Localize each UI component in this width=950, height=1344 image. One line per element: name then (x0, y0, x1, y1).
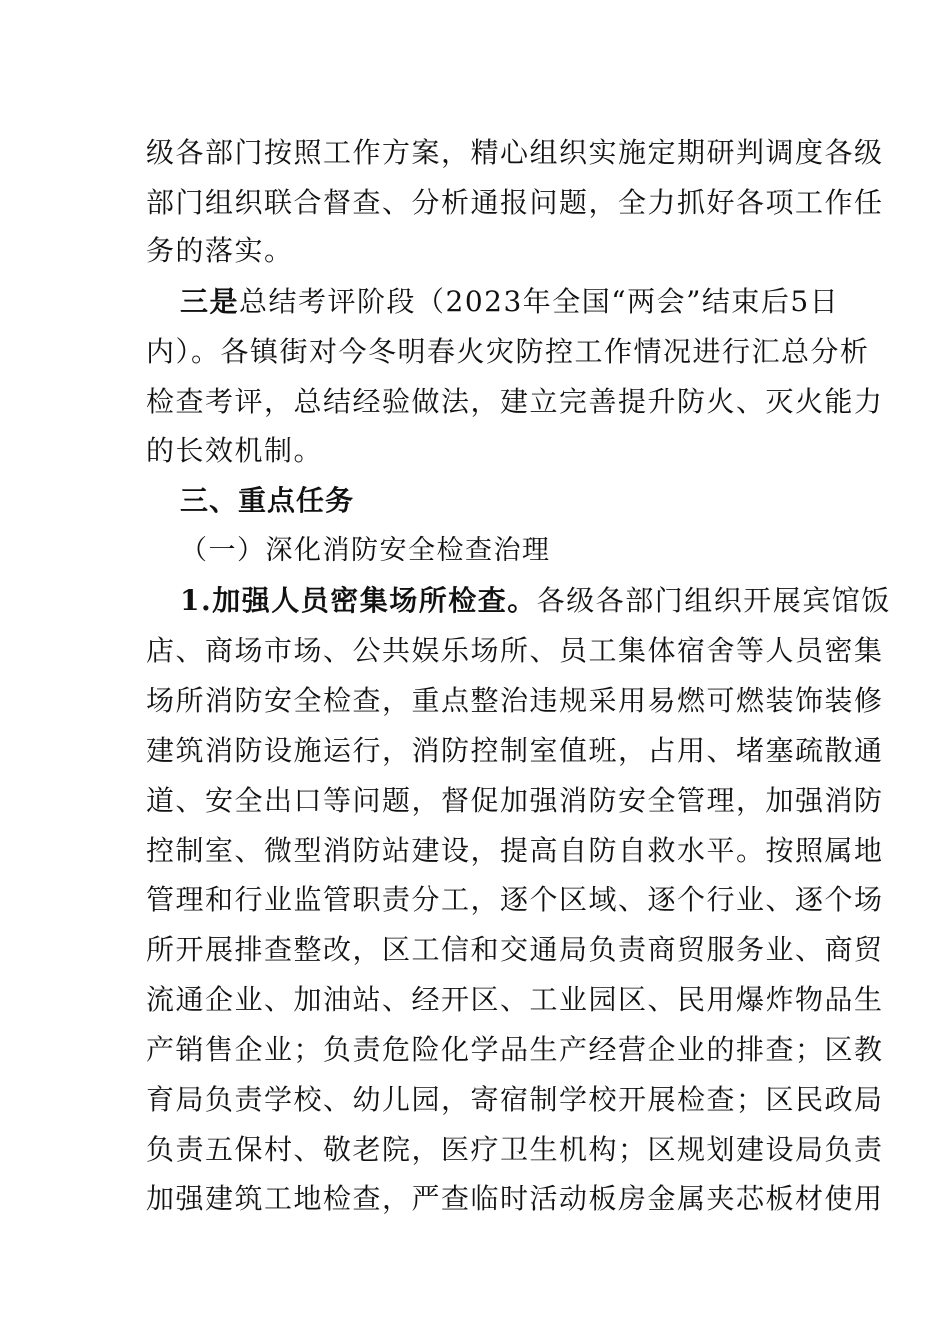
para2-line-2: 内）。各镇街对今冬明春火灾防控工作情况进行汇总分析 (146, 335, 870, 368)
para3-line-8: 所开展排查整改，区工信和交通局负责商贸服务业、商贸 (146, 933, 884, 966)
para2-line-4: 的长效机制。 (146, 434, 324, 467)
para3-line-7: 管理和行业监管职责分工，逐个区域、逐个行业、逐个场 (146, 883, 884, 916)
para1-line-2: 部门组织联合督查、分析通报问题，全力抓好各项工作任 (146, 186, 884, 219)
para3-lead: 1.加强人员密集场所检查。 (180, 584, 537, 617)
section-heading: 三、重点任务 (180, 484, 355, 517)
para2-line-3: 检查考评，总结经验做法，建立完善提升防火、灭火能力 (146, 385, 884, 418)
para3-line-1 (180, 583, 891, 619)
para1-line-1: 级各部门按照工作方案，精心组织实施定期研判调度各级 (146, 136, 884, 169)
para3-line-12: 负责五保村、敬老院，医疗卫生机构；区规划建设局负责 (146, 1133, 884, 1166)
para3-line-5: 道、安全出口等问题，督促加强消防安全管理，加强消防 (146, 784, 884, 817)
para3-line-13: 加强建筑工地检查，严查临时活动板房金属夹芯板材使用 (146, 1182, 884, 1215)
para2-line-1 (180, 284, 840, 320)
para3-line-2: 店、商场市场、公共娱乐场所、员工集体宿舍等人员密集 (146, 634, 884, 667)
para2-line-1-rest: 总结考评阶段（2023年全国“两会”结束后5日 (239, 285, 840, 318)
subsection-heading: （一）深化消防安全检查治理 (180, 535, 551, 566)
para3-line-9: 流通企业、加油站、经开区、工业园区、民用爆炸物品生 (146, 983, 884, 1016)
para2-lead: 三是 (180, 285, 240, 318)
para3-line-6: 控制室、微型消防站建设，提高自防自救水平。按照属地 (146, 834, 884, 867)
para3-line-10: 产销售企业；负责危险化学品生产经营企业的排查；区教 (146, 1033, 884, 1066)
para1-line-3: 务的落实。 (146, 234, 294, 267)
para3-line-1-rest: 各级各部门组织开展宾馆饭 (536, 584, 891, 617)
para3-line-3: 场所消防安全检查，重点整治违规采用易燃可燃装饰装修 (146, 684, 884, 717)
para3-line-11: 育局负责学校、幼儿园，寄宿制学校开展检查；区民政局 (146, 1083, 884, 1116)
para3-line-4: 建筑消防设施运行，消防控制室值班，占用、堵塞疏散通 (146, 734, 884, 767)
